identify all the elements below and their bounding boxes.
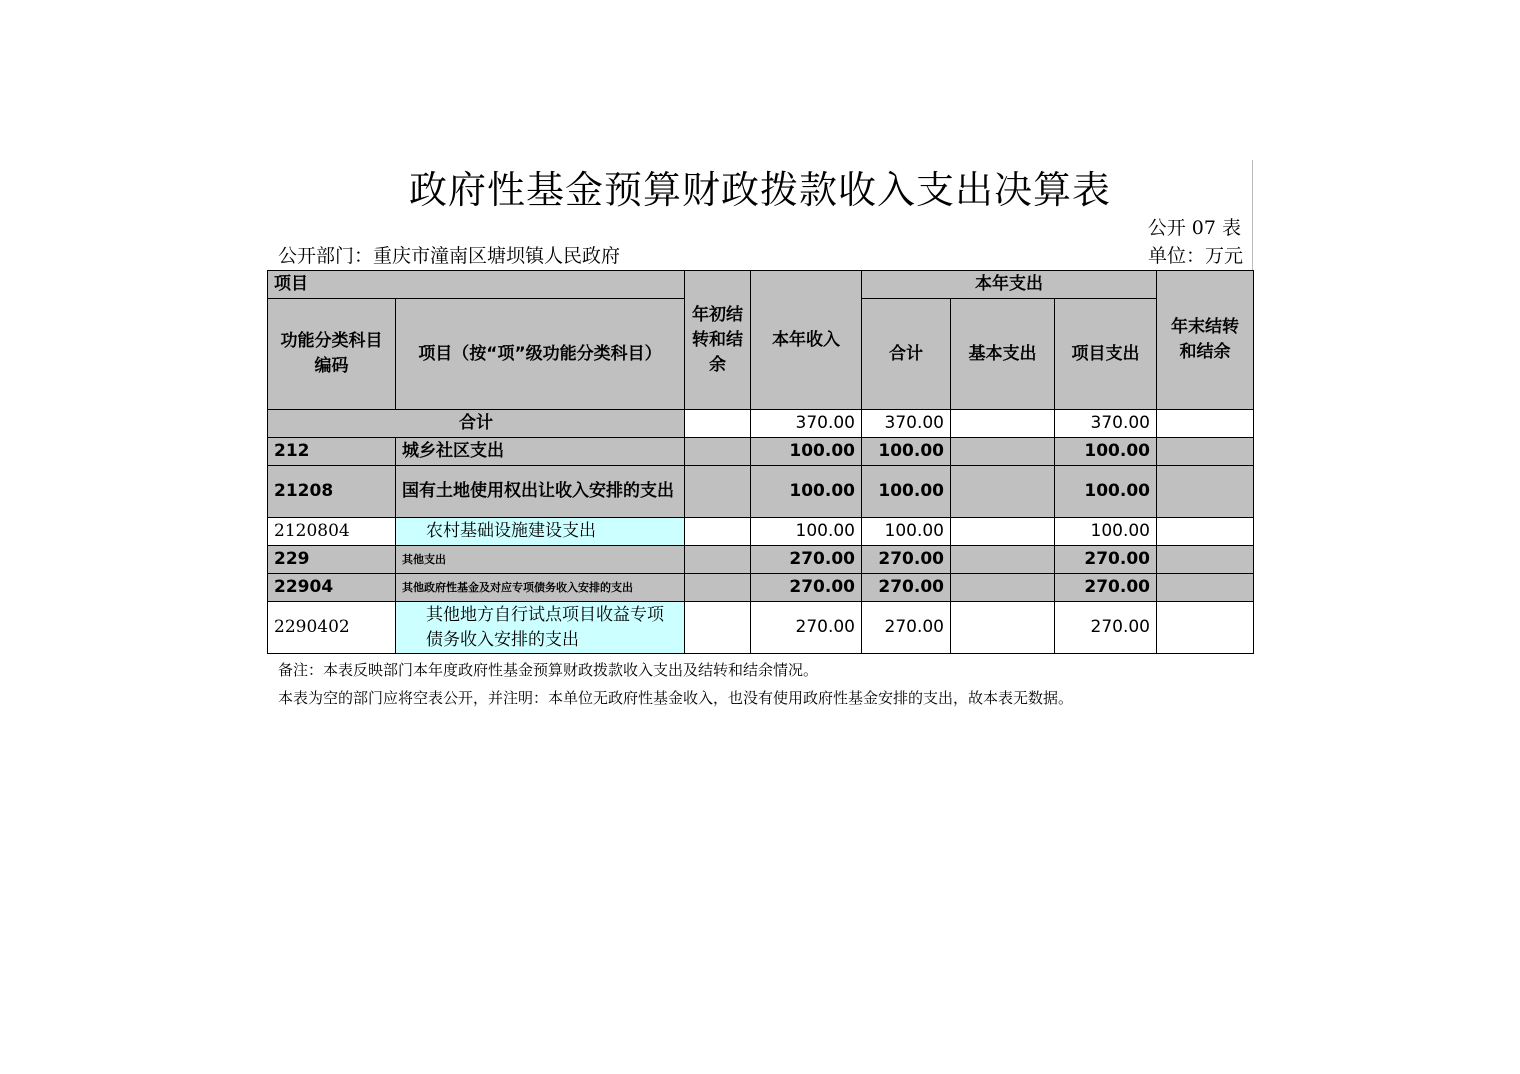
table-number: 公开 07 表 xyxy=(1147,217,1241,239)
cell-name: 其他地方自行试点项目收益专项债务收入安排的支出 xyxy=(396,602,685,654)
table-row xyxy=(268,546,1254,574)
cell-opening xyxy=(685,574,751,602)
cell-exp-project: 270.00 xyxy=(1055,602,1157,654)
cell-exp-total: 270.00 xyxy=(862,574,951,602)
cell-exp-basic xyxy=(951,466,1055,518)
cell-exp-total: 270.00 xyxy=(862,546,951,574)
cell-code: 2290402 xyxy=(268,602,396,654)
cell-opening xyxy=(685,602,751,654)
cell-exp-project: 270.00 xyxy=(1055,546,1157,574)
cell-code: 229 xyxy=(268,546,396,574)
header-expenditure: 本年支出 xyxy=(862,271,1157,299)
cell-closing xyxy=(1157,438,1254,466)
report-title: 政府性基金预算财政拨款收入支出决算表 xyxy=(408,168,1111,212)
cell-opening xyxy=(685,438,751,466)
cell-closing xyxy=(1157,518,1254,546)
header-exp-basic: 基本支出 xyxy=(951,299,1055,410)
cell-opening xyxy=(685,546,751,574)
cell-opening xyxy=(685,410,751,438)
department-label: 公开部门：重庆市潼南区塘坝镇人民政府 xyxy=(278,245,621,267)
cell-exp-basic xyxy=(951,602,1055,654)
cell-exp-basic xyxy=(951,574,1055,602)
cell-name: 国有土地使用权出让收入安排的支出 xyxy=(396,466,685,518)
header-code: 功能分类科目编码 xyxy=(268,299,396,410)
cell-closing xyxy=(1157,466,1254,518)
table-row xyxy=(268,466,1254,518)
table-row-total xyxy=(268,410,1254,438)
cell-exp-basic xyxy=(951,410,1055,438)
cell-opening xyxy=(685,518,751,546)
table-row xyxy=(268,438,1254,466)
cell-name: 城乡社区支出 xyxy=(396,438,685,466)
cell-name: 其他政府性基金及对应专项债务收入安排的支出 xyxy=(396,574,685,602)
unit-label: 单位：万元 xyxy=(1147,245,1243,267)
note-line-1: 备注：本表反映部门本年度政府性基金预算财政拨款收入支出及结转和结余情况。 xyxy=(278,661,819,679)
header-project: 项目 xyxy=(268,271,685,299)
cell-income: 100.00 xyxy=(751,518,862,546)
cell-code: 22904 xyxy=(268,574,396,602)
cell-closing xyxy=(1157,546,1254,574)
header-closing-balance: 年末结转和结余 xyxy=(1157,271,1254,410)
cell-exp-total: 100.00 xyxy=(862,518,951,546)
cell-exp-total: 370.00 xyxy=(862,410,951,438)
cell-exp-project: 370.00 xyxy=(1055,410,1157,438)
cell-exp-project: 270.00 xyxy=(1055,574,1157,602)
cell-closing xyxy=(1157,574,1254,602)
cell-code: 21208 xyxy=(268,466,396,518)
header-opening-balance: 年初结转和结余 xyxy=(685,271,751,410)
table-row xyxy=(268,518,1254,546)
cell-exp-basic xyxy=(951,518,1055,546)
cell-opening xyxy=(685,466,751,518)
cell-income: 100.00 xyxy=(751,438,862,466)
cell-income: 100.00 xyxy=(751,466,862,518)
cell-exp-total: 100.00 xyxy=(862,438,951,466)
header-exp-total: 合计 xyxy=(862,299,951,410)
cell-code: 212 xyxy=(268,438,396,466)
cell-income: 270.00 xyxy=(751,602,862,654)
cell-exp-total: 100.00 xyxy=(862,466,951,518)
header-item: 项目（按“项”级功能分类科目） xyxy=(396,299,685,410)
cell-income: 270.00 xyxy=(751,574,862,602)
cell-income: 370.00 xyxy=(751,410,862,438)
cell-exp-basic xyxy=(951,438,1055,466)
table-row xyxy=(268,602,1254,654)
cell-exp-project: 100.00 xyxy=(1055,466,1157,518)
cell-exp-basic xyxy=(951,546,1055,574)
header-exp-project: 项目支出 xyxy=(1055,299,1157,410)
header-income: 本年收入 xyxy=(751,271,862,410)
cell-closing xyxy=(1157,410,1254,438)
cell-exp-project: 100.00 xyxy=(1055,438,1157,466)
table-row xyxy=(268,574,1254,602)
notes xyxy=(278,656,1073,712)
cell-name: 农村基础设施建设支出 xyxy=(396,518,685,546)
cell-exp-project: 100.00 xyxy=(1055,518,1157,546)
cell-closing xyxy=(1157,602,1254,654)
cell-exp-total: 270.00 xyxy=(862,602,951,654)
note-line-2: 本表为空的部门应将空表公开，并注明：本单位无政府性基金收入，也没有使用政府性基金安排的支出，故本表无数据。 xyxy=(278,689,1074,707)
budget-table xyxy=(267,270,1254,654)
cell-code: 2120804 xyxy=(268,518,396,546)
cell-income: 270.00 xyxy=(751,546,862,574)
total-label: 合计 xyxy=(268,410,685,438)
cell-name: 其他支出 xyxy=(396,546,685,574)
